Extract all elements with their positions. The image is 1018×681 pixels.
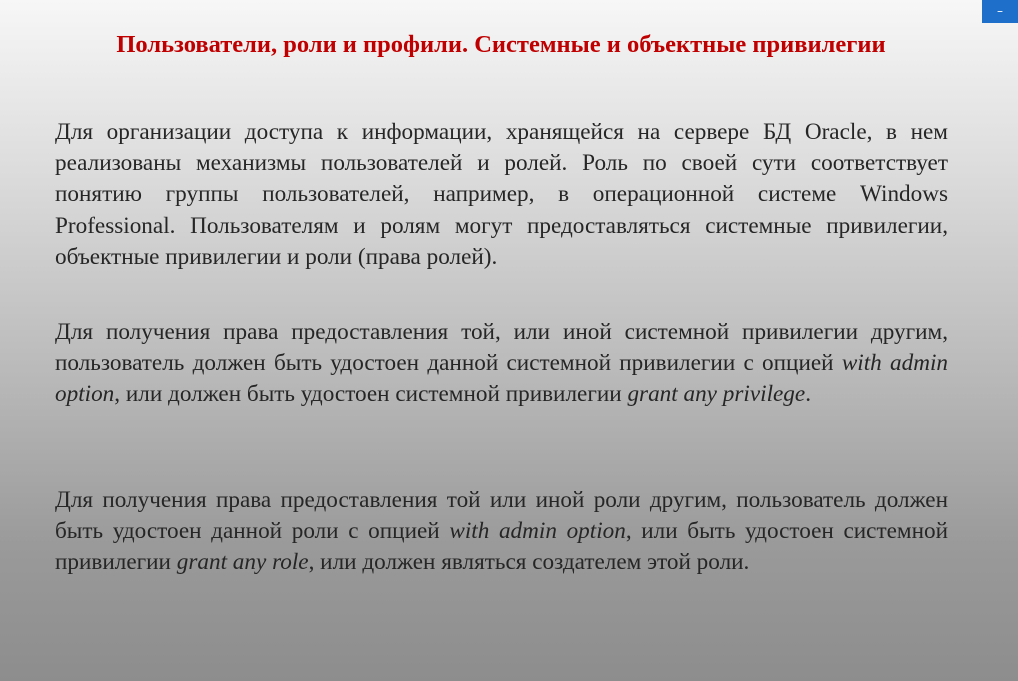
paragraph3-text-3: , или должен являться создателем этой роли. — [308, 549, 750, 576]
paragraph2-grant-any-privilege: grant any privilege — [627, 381, 806, 408]
paragraph2-with-admin-option: with admin option — [55, 350, 948, 408]
paragraph-system-privilege-grant — [55, 317, 948, 411]
paragraph3-grant-any-role: grant any role — [176, 549, 309, 576]
paragraph2-text-3: . — [805, 381, 811, 408]
slide-title: Пользователи, роли и профили. Системные и объектные привилегии — [116, 31, 886, 58]
paragraph-role-grant — [55, 485, 948, 579]
paragraph2-text-2: , или должен быть удостоен системной привилегии — [114, 381, 628, 408]
paragraph3-text-2: , или быть удостоен системной привилегии — [55, 518, 948, 576]
minimize-button[interactable]: – — [982, 0, 1018, 23]
paragraph3-text-1: Для получения права предоставления той или иной роли другим, пользователь должен быть удостоен данной роли с опцией — [55, 487, 948, 545]
paragraph-users-roles: Для организации доступа к информации, хранящейся на сервере БД Oracle, в нем реализованы механизмы пользователей и ролей. Роль по своей сути соответствует понятию группы пользователей, например, в операционной системе Windows Professional. Пользователям и ролям могут предоставляться системные привилегии, объектные привилегии и роли (права ролей). — [55, 119, 948, 270]
paragraph3-with-admin-option: with admin option — [449, 518, 626, 545]
paragraph2-text-1: Для получения права предоставления той, или иной системной привилегии другим, пользователь должен быть удостоен данной системной привилегии с опцией — [55, 319, 948, 377]
